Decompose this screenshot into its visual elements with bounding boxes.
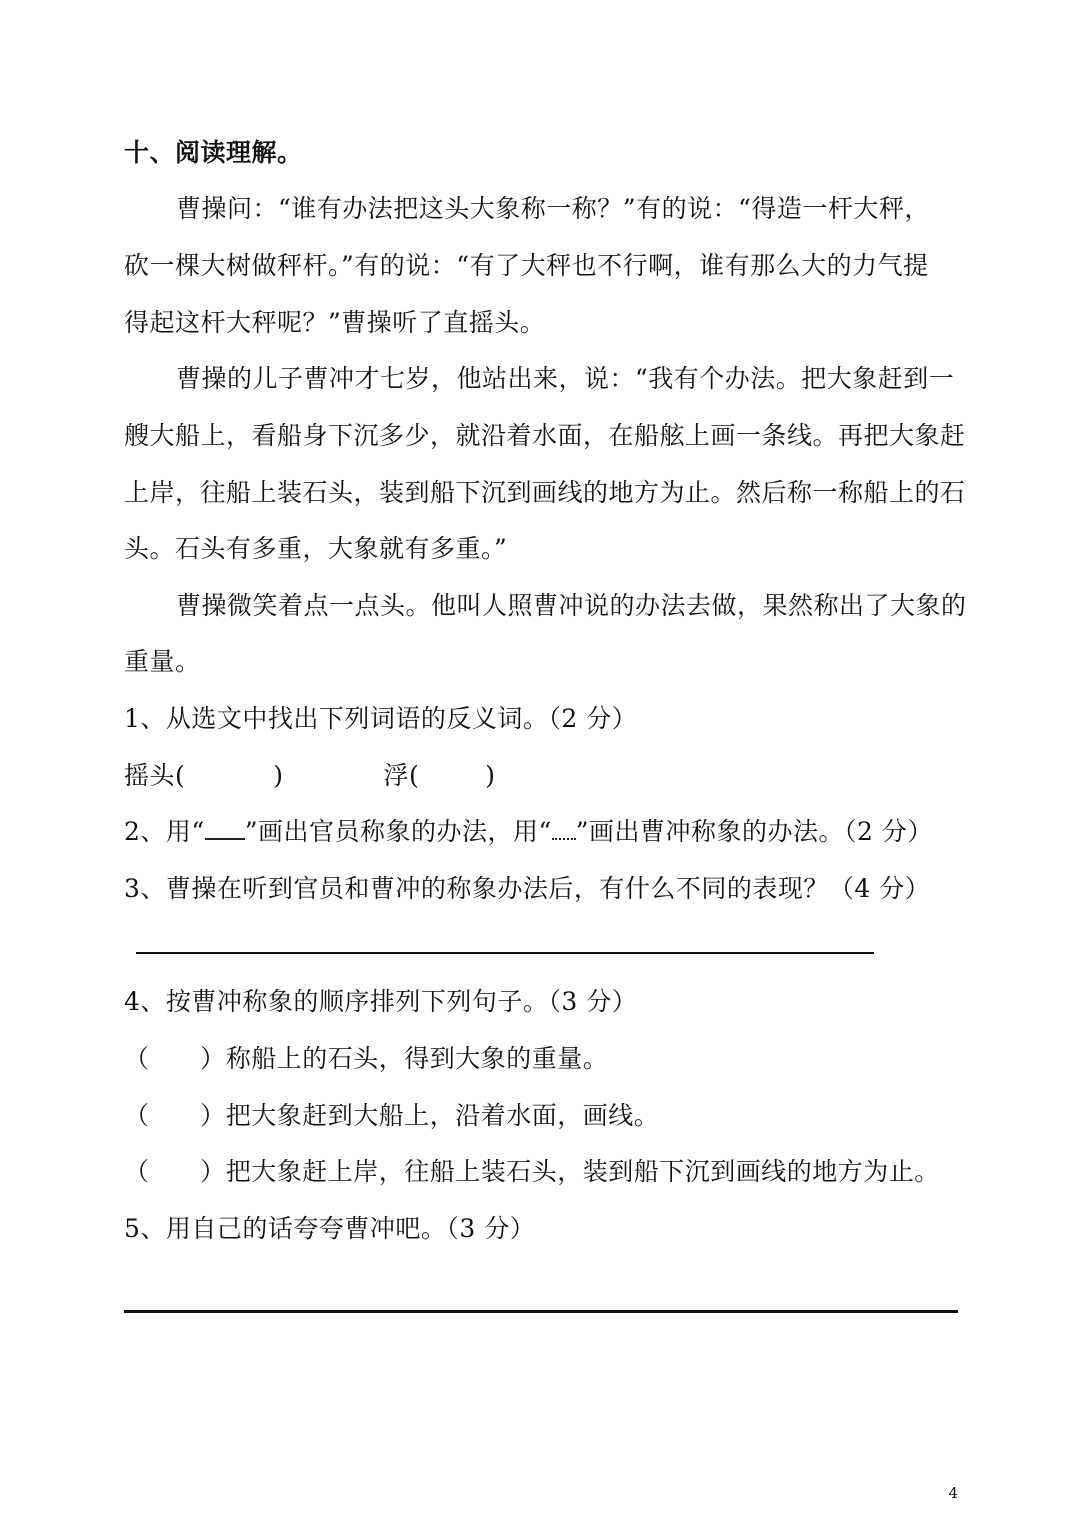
order-bracket[interactable]: （ ） — [124, 1044, 226, 1073]
passage-line: 艘大船上，看船身下沉多少，就沿着水面，在船舷上画一条线。再把大象赶 — [124, 421, 966, 450]
question-2-suffix: ”画出曹冲称象的办法。（2 分） — [575, 817, 933, 846]
passage-line: 重量。 — [124, 647, 201, 676]
order-bracket[interactable]: （ ） — [124, 1157, 226, 1186]
section-title: 十、阅读理解。 — [124, 138, 303, 167]
question-1: 1、从选文中找出下列词语的反义词。（2 分） — [124, 704, 638, 733]
question-4: 4、按曹冲称象的顺序排列下列句子。（3 分） — [124, 987, 638, 1016]
antonym-bracket-2: ) — [485, 761, 496, 790]
question-1-blanks — [124, 759, 960, 793]
question-2-prefix: 2、用“ — [124, 817, 205, 846]
question-2 — [124, 815, 960, 849]
antonym-word-2: 浮( — [383, 761, 420, 790]
passage-line: 曹操微笑着点一点头。他叫人照曹冲说的办法去做，果然称出了大象的 — [176, 591, 967, 620]
order-text: 称船上的石头，得到大象的重量。 — [225, 1044, 609, 1073]
question-3: 3、曹操在听到官员和曹冲的称象办法后，有什么不同的表现？（4 分） — [124, 874, 931, 903]
question-2-mid: ”画出官员称象的办法，用“ — [244, 817, 552, 846]
order-bracket[interactable]: （ ） — [124, 1101, 226, 1130]
antonym-word-1: 摇头( — [124, 761, 186, 790]
page-number: 4 — [948, 1484, 958, 1502]
order-text: 把大象赶上岸，往船上装石头，装到船下沉到画线的地方为止。 — [225, 1157, 940, 1186]
passage-line: 曹操问：“谁有办法把这头大象称一称？”有的说：“得造一杆大秤， — [176, 194, 930, 223]
straight-line-mark — [205, 820, 245, 840]
antonym-bracket-1: ) — [273, 761, 284, 790]
passage-line: 曹操的儿子曹冲才七岁，他站出来，说：“我有个办法。把大象赶到一 — [176, 364, 955, 393]
passage-line: 上岸，往船上装石头，装到船下沉到画线的地方为止。然后称一称船上的石 — [124, 478, 966, 507]
passage-line: 头。石头有多重，大象就有多重。” — [124, 534, 508, 563]
order-item — [124, 1099, 960, 1133]
order-item — [124, 1155, 960, 1189]
order-text: 把大象赶到大船上，沿着水面，画线。 — [225, 1101, 660, 1130]
question-5: 5、用自己的话夸夸曹冲吧。（3 分） — [124, 1214, 536, 1243]
answer-line-q5[interactable] — [124, 1310, 958, 1313]
answer-line-q3[interactable] — [136, 952, 874, 954]
order-item — [124, 1042, 960, 1076]
passage-line: 砍一棵大树做秤杆。”有的说：“有了大秤也不行啊，谁有那么大的力气提 — [124, 251, 929, 280]
passage-line: 得起这杆大秤呢？”曹操听了直摇头。 — [124, 308, 546, 337]
wavy-line-mark — [552, 820, 576, 840]
